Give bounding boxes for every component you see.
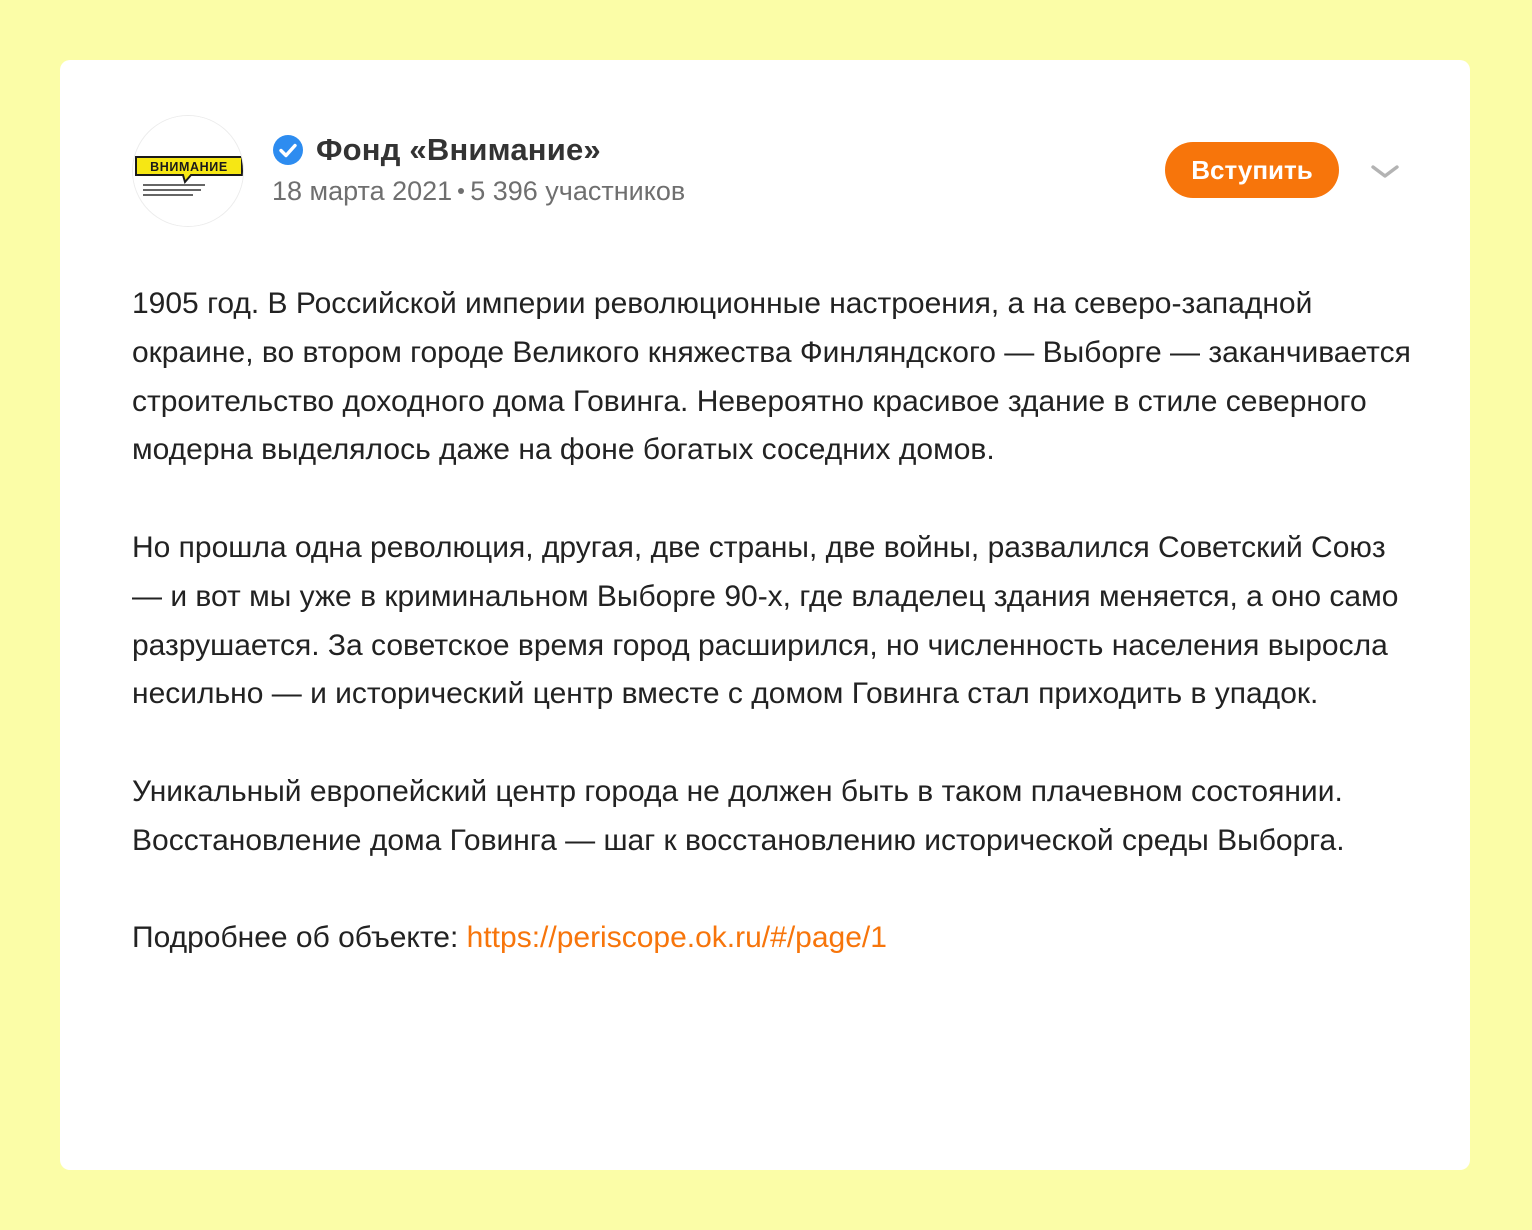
more-info-label: Подробнее об объекте: — [132, 921, 467, 955]
verified-check-icon — [272, 134, 304, 166]
post-date: 18 марта 2021 — [272, 176, 453, 206]
group-header — [272, 130, 601, 170]
chevron-down-icon[interactable] — [1368, 160, 1402, 184]
post-paragraph: Уникальный европейский центр города не должен быть в таком плачевном состоянии. Восстановление дома Говинга — шаг к восстановлению исторической среды Выборга. — [132, 774, 1345, 857]
object-link[interactable]: https://periscope.ok.ru/#/page/1 — [466, 921, 887, 955]
more-info-line — [132, 914, 1422, 963]
group-meta — [272, 176, 685, 207]
group-name-link[interactable]: Фонд «Внимание» — [316, 132, 601, 167]
post-body — [132, 280, 1422, 1012]
post-paragraph: 1905 год. В Российской империи революционные настроения, а на северо-западной окраине, во втором городе Великого княжества Финляндского — Выборге — заканчивается строительство доходного дома Говинга. Невероятно красивое здание в стиле северного модерна выделялось даже на фоне богатых соседних домов. — [132, 287, 1411, 467]
post-paragraph: Но прошла одна революция, другая, две страны, две войны, развалился Советский Союз — и вот мы уже в криминальном Выборге 90-х, где владелец здания меняется, а оно само разрушается. За советское время город расширился, но численность населения выросла несильно — и исторический центр вместе с домом Говинга стал приходить в упадок. — [132, 530, 1399, 711]
group-avatar[interactable] — [133, 116, 243, 226]
post-card — [60, 60, 1470, 1170]
group-logo — [133, 116, 243, 226]
logo-text: ВНИМАНИЕ — [150, 160, 228, 174]
join-button[interactable]: Вступить — [1165, 142, 1339, 198]
separator-dot — [458, 188, 464, 194]
member-count[interactable]: 5 396 участников — [470, 176, 686, 206]
